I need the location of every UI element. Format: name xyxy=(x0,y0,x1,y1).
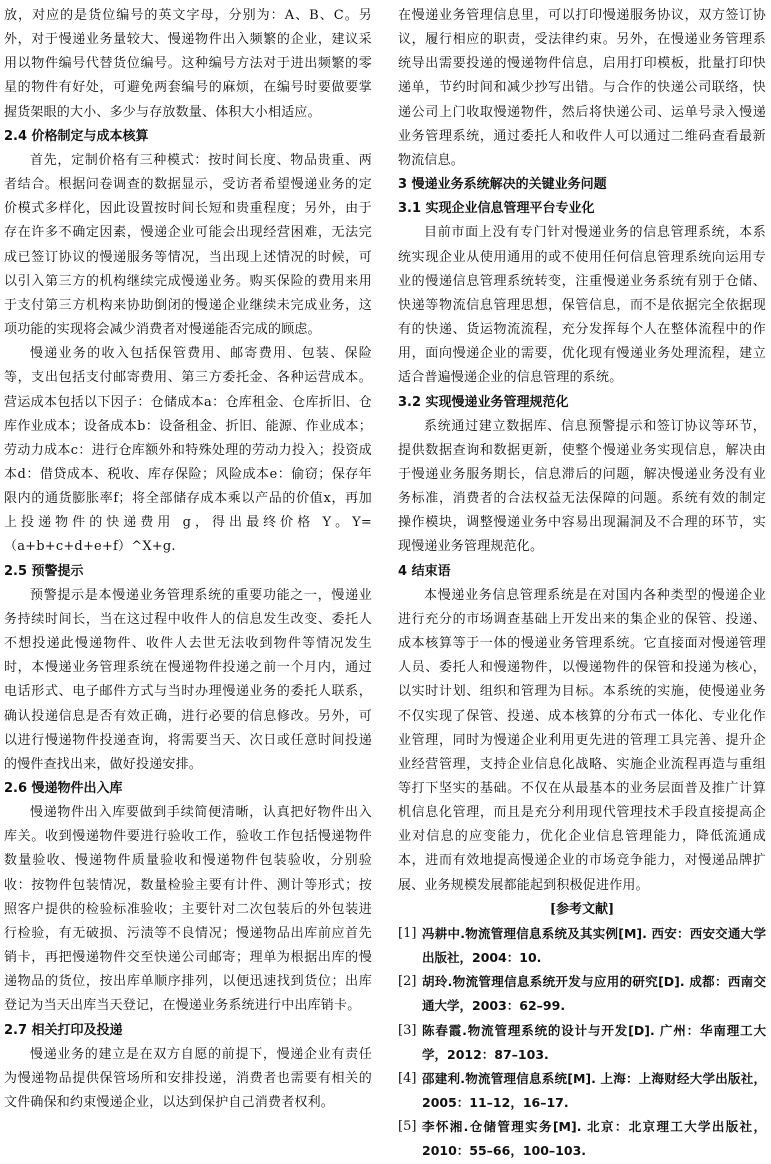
reference-list xyxy=(398,922,766,1164)
paragraph: 慢递业务的建立是在双方自愿的前提下，慢递企业有责任为慢递物品提供保管场所和安排投递，消费者也需要有相关的文件确保和约束慢递企业，以达到保护自己消费者权利。 xyxy=(4,1046,372,1111)
reference-text: 陈春霞.物流管理系统的设计与开发[D]. 广州：华南理工大学，2012：87–103. xyxy=(422,1022,766,1062)
paragraph: 系统通过建立数据库、信息预警提示和签订协议等环节，提供数据查询和数据更新，使整个慢递业务实现信息，解决由于慢递业务服务期长，信息滞后的问题，解决慢递业务没有业务标准，消费者的合法权益无法保障的问题。系统有效的制定操作模块，调整慢递业务中容易出现漏洞及不合理的环节，实现慢递业务管理规范化。 xyxy=(398,418,766,555)
section-heading-2-7: 2.7 相关打印及投递 xyxy=(4,1022,123,1038)
paragraph: 预警提示是本慢递业务管理系统的重要功能之一，慢递业务持续时间长，当在这过程中收件人的信息发生改变、委托人不想投递此慢递物件、收件人去世无法收到物件等情况发生时，本慢递业务管理系统在慢递物件投递之前一个月内，通过电话形式、电子邮件方式与当时办理慢递业务的委托人联系，确认投递信息是否有效正确，进行必要的信息修改。另外，可以进行慢递物件投递查询，将需要当天、次日或任意时间投递的慢件查找出来，做好投递安排。 xyxy=(4,587,372,772)
section-heading-2-4: 2.4 价格制定与成本核算 xyxy=(4,128,149,144)
reference-text: 胡玲.物流管理信息系统开发与应用的研究[D]. 成都：西南交通大学，2003：62–99. xyxy=(422,974,766,1014)
section-heading-2-5: 2.5 预警提示 xyxy=(4,563,84,579)
section-heading-3-2: 3.2 实现慢递业务管理规范化 xyxy=(398,394,569,410)
reference-number: [2] xyxy=(398,974,417,990)
reference-item xyxy=(398,1019,766,1067)
paragraph: 放，对应的是货位编号的英文字母，分别为：A、B、C。另外，对于慢递业务量较大、慢递物件出入频繁的企业，建议采用以物件编号代替货位编号。这种编号方法对于进出频繁的零星的物件有好处，可避免两套编号的麻烦，在编号时要做要掌握货架眼的大小、多少与存放数量、体积大小相适应。 xyxy=(4,8,372,120)
reference-item xyxy=(398,970,766,1018)
section-heading-3: 3 慢递业务系统解决的关键业务问题 xyxy=(398,177,607,193)
right-column xyxy=(398,4,766,1164)
paragraph: 本慢递业务信息管理系统是在对国内各种类型的慢递企业进行充分的市场调查基础上开发出来的集企业的保管、投递、成本核算等于一体的慢递业务管理系统。它直接面对慢递管理人员、委托人和慢递物件，以慢递物件的保管和投递为核心，以实时计划、组织和管理为目标。本系统的实施，使慢递业务不仅实现了保管、投递、成本核算的分布式一体化、专业化作业管理，同时为慢递企业利用更先进的管理工具完善、提升企业经营管理，支持企业信息化战略、实施企业流程再造与重组等打下坚实的基础。不仅在从最基本的业务层面普及推广计算机信息化管理，而且是充分利用现代管理技术手段直接提高企业对信息的应变能力，优化企业信息管理能力，降低流通成本，进而有效地提高慢递企业的市场竞争能力，对慢递品牌扩展、业务规模发展都能起到积极促进作用。 xyxy=(398,587,766,893)
paragraph: 首先，定制价格有三种模式：按时间长度、物品贵重、两者结合。根据问卷调查的数据显示，受访者希望慢递业务的定价模式多样化，因此设置按时间长短和贵重程度；另外，由于存在许多不确定因素，慢递企业可能会出现经营困难，无法完成已签订协议的慢递服务等情况，当出现上述情况的时候，可以引入第三方的机构继续完成慢递业务。购买保险的费用来用于支付第三方机构来协助倒闭的慢递企业继续未完成业务，这项功能的实现将会减少消费者对慢递能否完成的顾虑。 xyxy=(4,152,372,338)
reference-text: 李怀湘.仓储管理实务[M]. 北京：北京理工大学出版社，2010：55–66，100–103. xyxy=(422,1119,766,1159)
section-heading-3-1: 3.1 实现企业信息管理平台专业化 xyxy=(398,201,595,217)
reference-number: [4] xyxy=(398,1070,417,1086)
reference-number: [3] xyxy=(398,1022,417,1038)
section-heading-2-6: 2.6 慢递物件出入库 xyxy=(4,781,123,796)
reference-text: 邵建利.物流管理信息系统[M]. 上海：上海财经大学出版社，2005：11–12，16–17. xyxy=(422,1070,766,1111)
reference-item xyxy=(398,1067,766,1115)
reference-number: [1] xyxy=(398,925,417,941)
left-column xyxy=(4,4,372,1115)
section-heading-4: 4 结束语 xyxy=(398,563,451,579)
reference-item xyxy=(398,922,766,970)
reference-item xyxy=(398,1115,766,1163)
paragraph: 目前市面上没有专门针对慢递业务的信息管理系统，本系统实现企业从使用通用的或不使用任何信息管理系统向运用专业的慢递信息管理系统转变，注重慢递业务系统有别于仓储、快递等物流信息管理思想，保管信息，而不是依据完全依据现有的快递、货运物流流程，充分发挥每个人在整体流程中的作用，面向慢递企业的需要，优化现有慢递业务处理流程，建立适合普遍慢递企业的信息管理的系统。 xyxy=(398,225,766,386)
paragraph: 在慢递业务管理信息里，可以打印慢递服务协议，双方签订协议，履行相应的职责，受法律约束。另外，在慢递业务管理系统导出需要投递的慢递物件信息，启用打印模板，批量打印快递单，节约时间和减少抄写出错。与合作的快递公司联络，快递公司上门收取慢递物件，然后将快递公司、运单号录入慢递业务管理系统，通过委托人和收件人可以通过二维码查看最新物流信息。 xyxy=(398,8,766,168)
paragraph: 慢递物件出入库要做到手续简便清晰，认真把好物件出入库关。收到慢递物件要进行验收工作，验收工作包括慢递物件数量验收、慢递物件质量验收和慢递物件包装验收，分别验收：按物件包装情况，数量检验主要有计件、测计等形式；按照客户提供的检验标准验收；主要针对二次包装后的外包装进行检验，有无破损、污渍等不良情况；慢递物品出库前应首先销卡，再把慢递物件交至快递公司邮寄；理单为根据出库的慢递物品的货位，按出库单顺序排列，以便迅速找到货位；出库登记为当天出库当天登记，在慢递业务系统进行中出库销卡。 xyxy=(4,805,372,1014)
reference-number: [5] xyxy=(398,1119,417,1135)
paragraph: 慢递业务的收入包括保管费用、邮寄费用、包装、保险等，支出包括支付邮寄费用、第三方委托金、各种运营成本。营运成本包括以下因子：仓储成本a：仓库租金、仓库折旧、仓库作业成本；设备成本b：设备租金、折旧、能源、作业成本；劳动力成本c：进行仓库额外和特殊处理的劳动力投入；投资成本d：借贷成本、税收、库存保险；风险成本e：偷窃；保存年限内的通货膨胀率f；将全部储存成本乘以产品的价值x，再加上投递物件的快递费用 g，得出最终价格 Y。Y=（a+b+c+d+e+f）^X+g. xyxy=(4,346,372,555)
references-title: [参考文献] xyxy=(549,901,615,917)
reference-text: 冯耕中.物流管理信息系统及其实例[M]. 西安：西安交通大学出版社，2004：10. xyxy=(422,925,766,966)
